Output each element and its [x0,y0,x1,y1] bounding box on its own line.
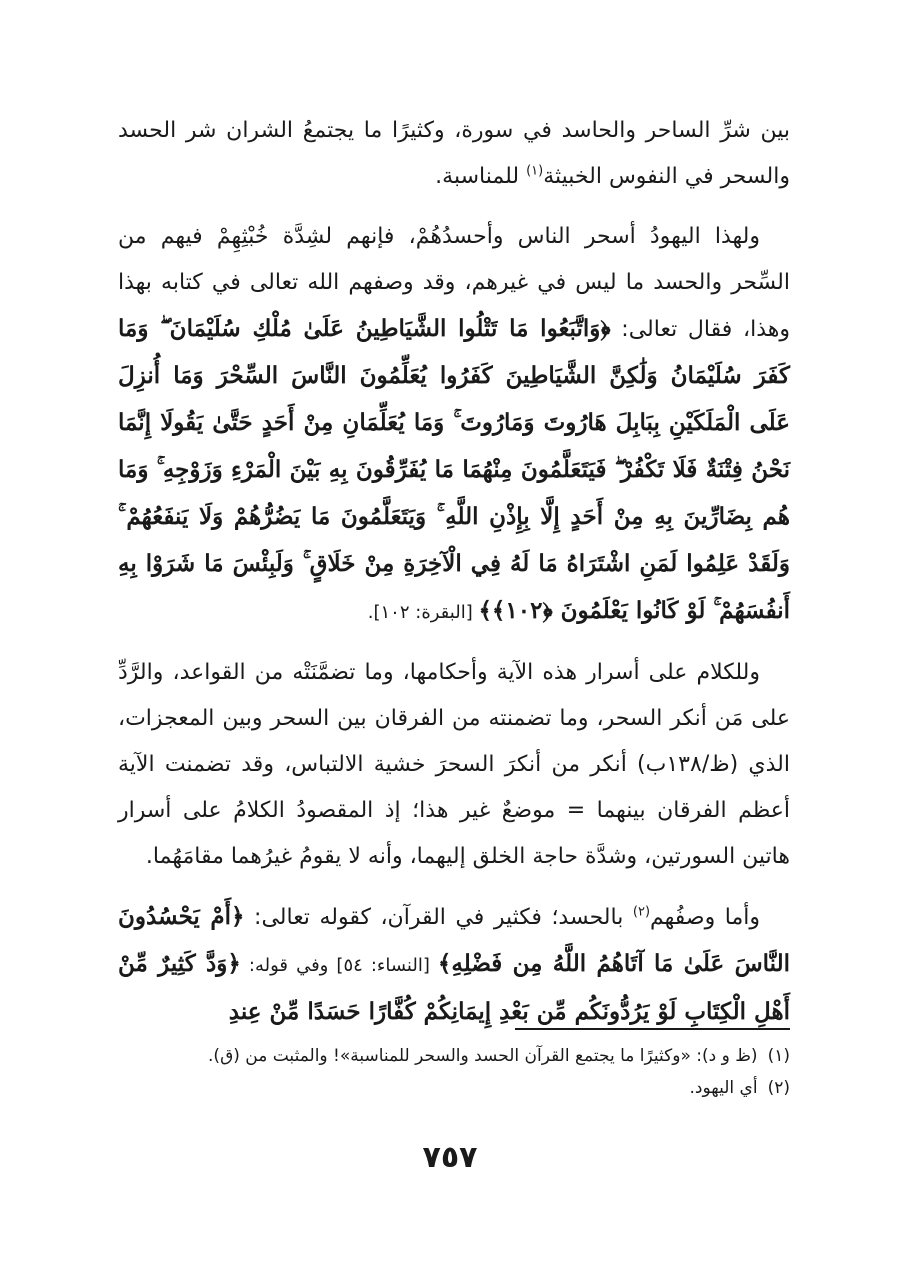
paragraph-4-mid: بالحسد؛ فكثير في القرآن، كقوله تعالى: [244,905,633,930]
footnote-ref-1[interactable]: (١) [526,163,544,179]
paragraph-4 [118,894,790,1036]
footnote-divider [515,1028,790,1030]
footnote-ref-2[interactable]: (٢) [632,904,651,920]
quran-verse-baqarah-102: ﴿وَاتَّبَعُوا مَا تَتْلُوا الشَّيَاطِينُ عَلَىٰ مُلْكِ سُلَيْمَانَ ۖ وَمَا كَفَرَ سُلَيْمَانُ وَلَٰكِنَّ الشَّيَاطِينَ كَفَرُوا يُعَلِّمُونَ النَّاسَ السِّحْرَ وَمَا أُنزِلَ عَلَى الْمَلَكَيْنِ بِبَابِلَ هَارُوتَ وَمَارُوتَ ۚ وَمَا يُعَلِّمَانِ مِنْ أَحَدٍ حَتَّىٰ يَقُولَا إِنَّمَا نَحْنُ فِتْنَةٌ فَلَا تَكْفُرْ ۖ فَيَتَعَلَّمُونَ مِنْهُمَا مَا يُفَرِّقُونَ بِهِ بَيْنَ الْمَرْءِ وَزَوْجِهِ ۚ وَمَا هُم بِضَارِّينَ بِهِ مِنْ أَحَدٍ إِلَّا بِإِذْنِ اللَّهِ ۚ وَيَتَعَلَّمُونَ مَا يَضُرُّهُمْ وَلَا يَنفَعُهُمْ ۚ وَلَقَدْ عَلِمُوا لَمَنِ اشْتَرَاهُ مَا لَهُ فِي الْآخِرَةِ مِنْ خَلَاقٍ ۚ وَلَبِئْسَ مَا شَرَوْا بِهِ أَنفُسَهُمْ ۚ لَوْ كَانُوا يَعْلَمُونَ ﴿١٠٢﴾﴾ [118,315,790,624]
footnote-1-number: (١) [767,1046,790,1066]
main-text [118,108,790,1050]
paragraph-2 [118,214,790,636]
footnote-1 [118,1040,790,1072]
paragraph-1-text: بين شرِّ الساحر والحاسد في سورة، وكثيرًا ما يجتمعُ الشران شر الحسد والسحر في النفوس الخبيثة [118,118,790,189]
quran-verse-nisa-54: ﴿أَمْ يَحْسُدُونَ النَّاسَ عَلَىٰ مَا آتَاهُمُ اللَّهُ مِن فَضْلِهِ﴾ [118,903,790,977]
verse-reference-nisa: [النساء: ٥٤] وفي قوله: [240,955,438,976]
footnote-2 [118,1072,790,1104]
paragraph-1 [118,108,790,200]
paragraph-1-end: للمناسبة. [435,164,527,189]
quran-verse-baqarah-109: ﴿وَدَّ كَثِيرٌ مِّنْ أَهْلِ الْكِتَابِ لَوْ يَرُدُّونَكُم مِّن بَعْدِ إِيمَانِكُمْ كُفَّارًا حَسَدًا مِّنْ عِندِ [118,950,790,1025]
page-number: ٧٥٧ [422,1140,478,1175]
paragraph-2-intro: ولهذا اليهودُ أسحر الناس وأحسدُهُمْ، فإنهم لشِدَّة خُبْثِهِمْ فيهم من السِّحر والحسد ما ليس في غيرهم، وقد وصفهم الله تعالى في كتابه بهذا وهذا، فقال تعالى: [118,224,790,342]
footnote-1-text: (ظ و د): «وكثيرًا ما يجتمع القرآن الحسد والسحر للمناسبة»! والمثبت من (ق). [208,1046,758,1066]
paragraph-3: وللكلام على أسرار هذه الآية وأحكامها، وما تضمَّنَتْه من القواعد، والرَّدِّ على مَن أنكر السحر، وما تضمنته من الفرقان بين السحر وبين المعجزات، الذي (ظ/١٣٨ب) أنكر من أنكرَ السحرَ خشية الالتباس، وقد تضمنت الآية أعظم الفرقان بينهما = موضعٌ غير هذا؛ إذ المقصودُ الكلامُ على أسرار هاتين السورتين، وشدَّة حاجة الخلق إليهما، وأنه لا يقومُ غيرُهما مقامَهُما. [118,660,790,869]
verse-reference-baqarah: [البقرة: ١٠٢]. [367,602,479,623]
footnote-2-text: أي اليهود. [689,1078,758,1098]
paragraph-4-intro: وأما وصفُهم [650,905,760,930]
footnotes [118,1040,790,1104]
footnote-2-number: (٢) [767,1078,790,1098]
